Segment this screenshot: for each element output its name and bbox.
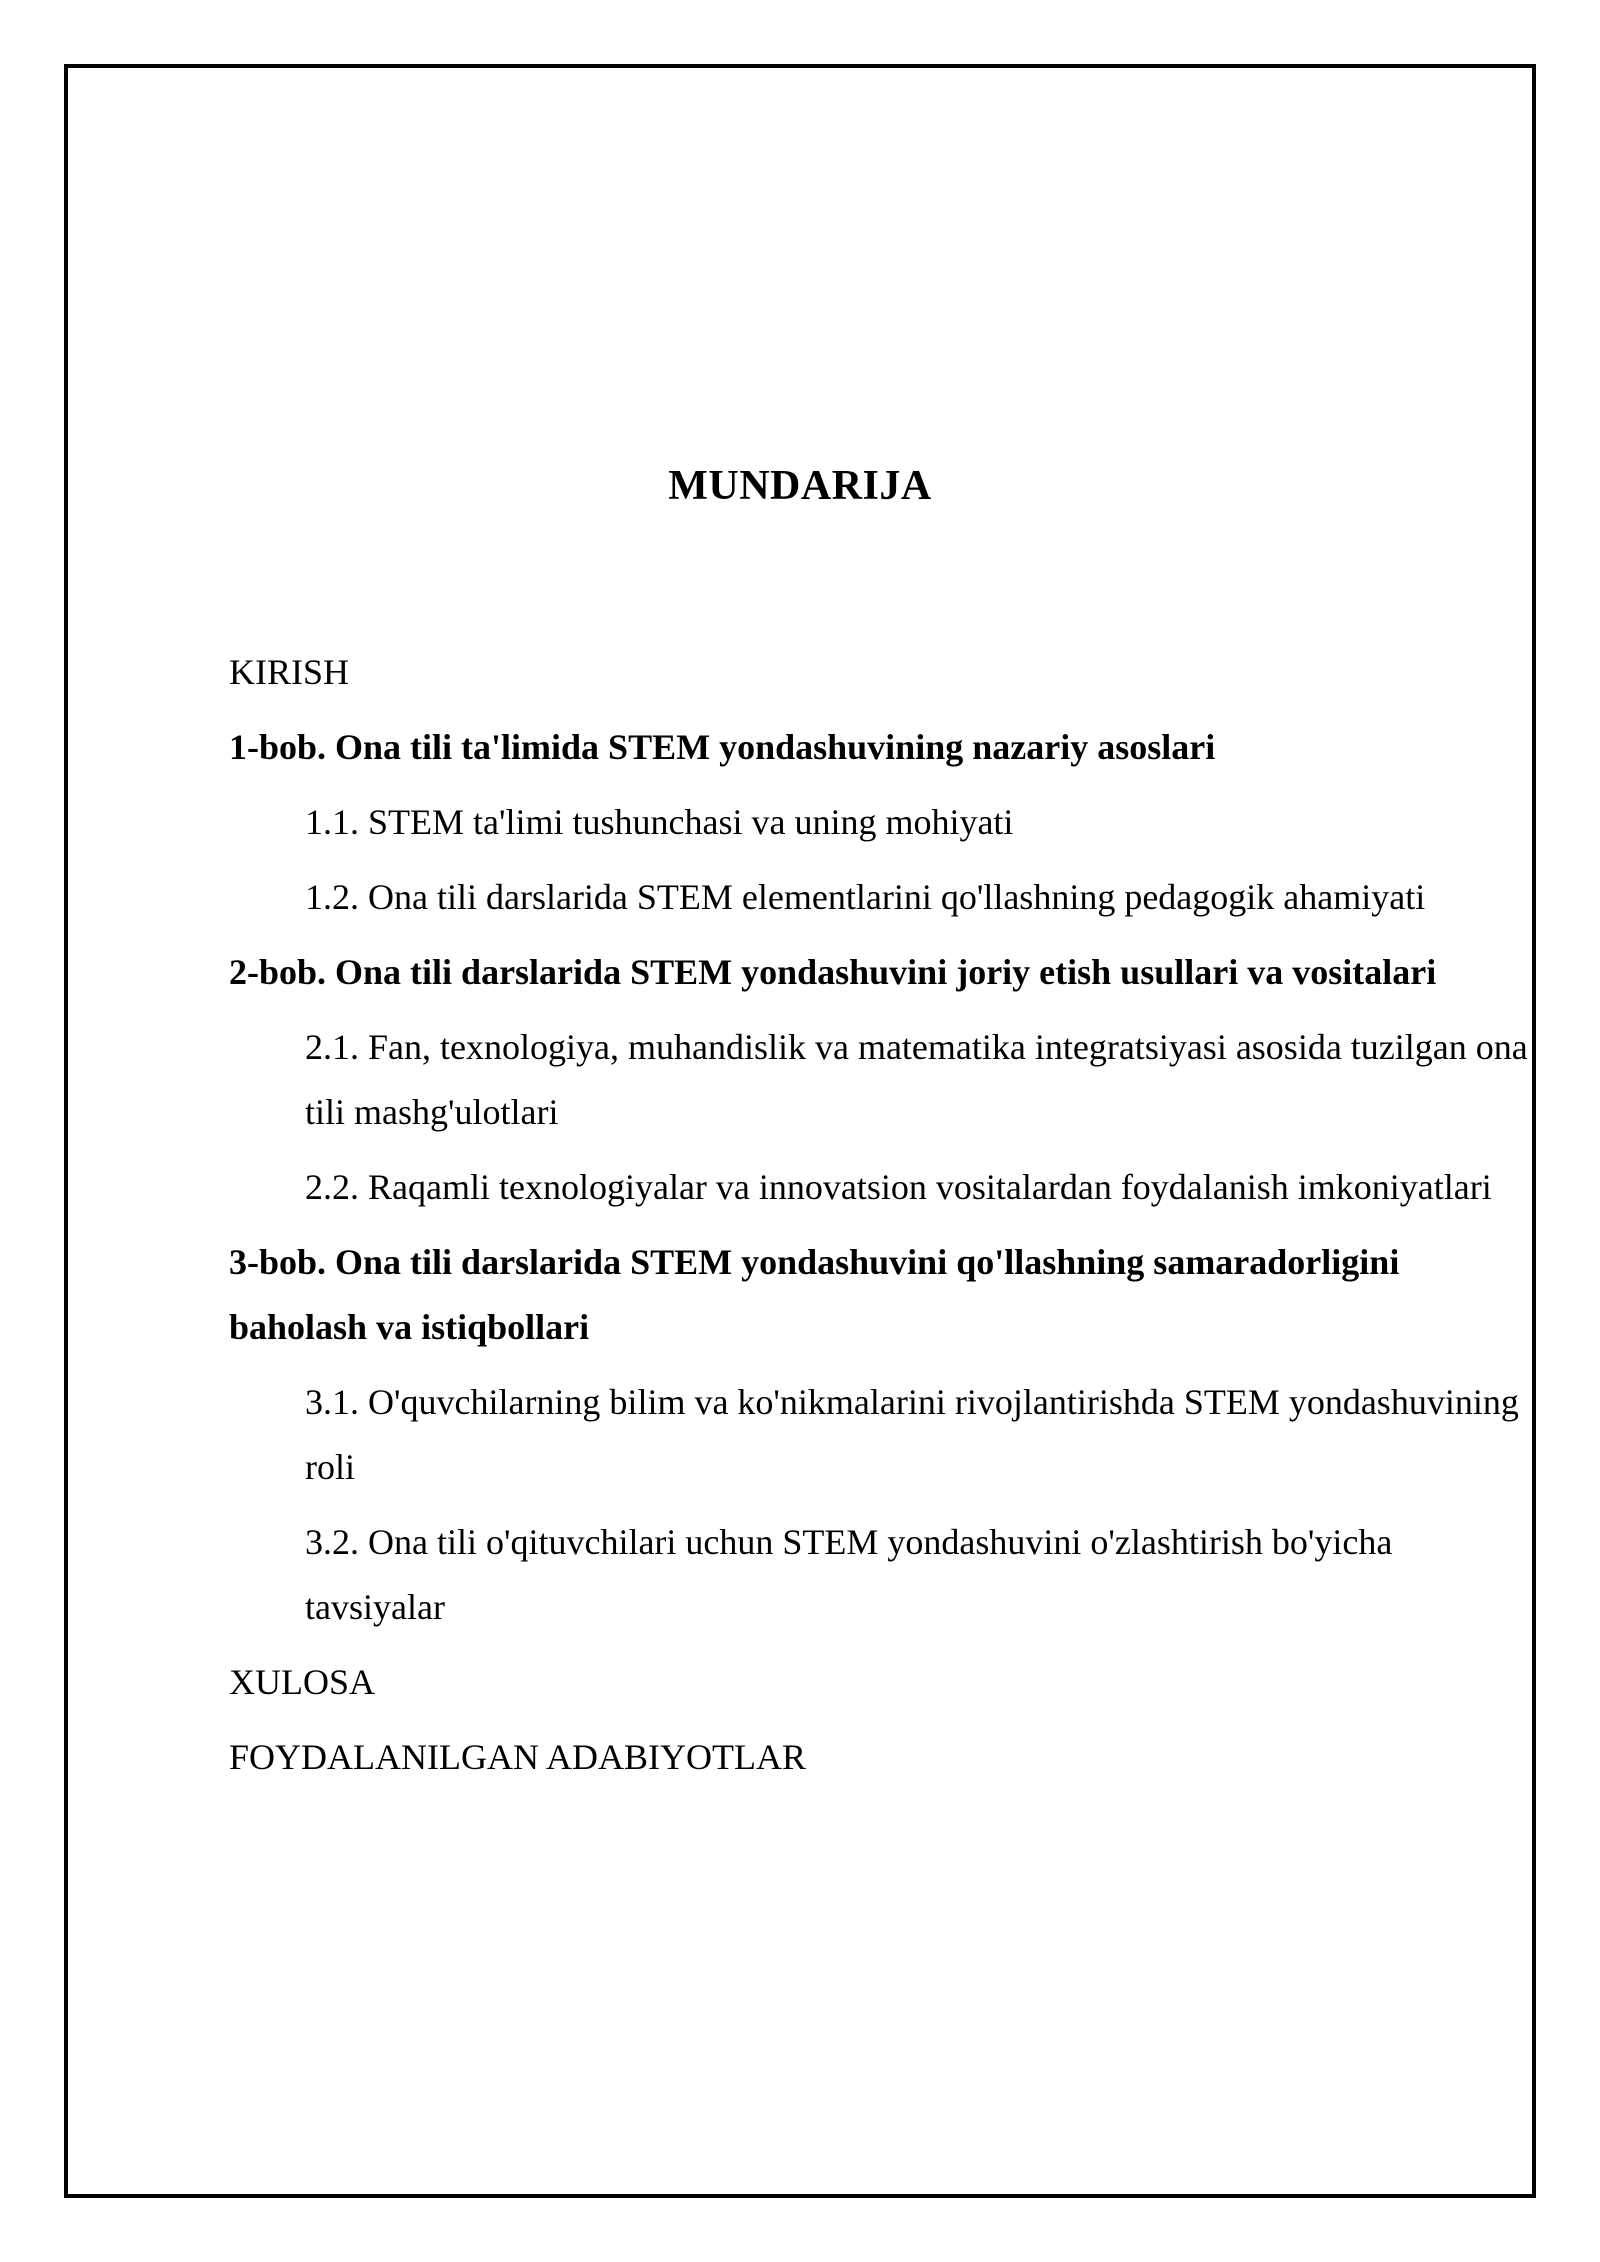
toc-section-3-1: 3.1. O'quvchilarning bilim va ko'nikmalarini rivojlantirishda STEM yondashuvining roli bbox=[305, 1382, 1519, 1487]
toc-item-conclusion: XULOSA bbox=[229, 1662, 376, 1702]
toc-item-references: FOYDALANILGAN ADABIYOTLAR bbox=[229, 1737, 806, 1777]
table-of-contents bbox=[229, 640, 1529, 1800]
toc-chapter-1: 1-bob. Ona tili ta'limida STEM yondashuvining nazariy asoslari bbox=[229, 727, 1216, 767]
toc-section-1-1: 1.1. STEM ta'limi tushunchasi va uning mohiyati bbox=[305, 802, 1014, 842]
toc-chapter-3: 3-bob. Ona tili darslarida STEM yondashuvini qo'llashning samaradorligini baholash va istiqbollari bbox=[229, 1242, 1400, 1347]
toc-chapter-2: 2-bob. Ona tili darslarida STEM yondashuvini joriy etish usullari va vositalari bbox=[229, 952, 1437, 992]
toc-section-2-1: 2.1. Fan, texnologiya, muhandislik va matematika integratsiyasi asosida tuzilgan ona tili mashg'ulotlari bbox=[305, 1027, 1528, 1132]
toc-section-2-2: 2.2. Raqamli texnologiyalar va innovatsion vositalardan foydalanish imkoniyatlari bbox=[305, 1167, 1492, 1207]
toc-section-1-2: 1.2. Ona tili darslarida STEM elementlarini qo'llashning pedagogik ahamiyati bbox=[305, 877, 1426, 917]
toc-item-introduction: KIRISH bbox=[229, 652, 350, 692]
toc-section-3-2: 3.2. Ona tili o'qituvchilari uchun STEM yondashuvini o'zlashtirish bo'yicha tavsiyalar bbox=[305, 1522, 1393, 1627]
page-title: MUNDARIJA bbox=[668, 463, 932, 509]
